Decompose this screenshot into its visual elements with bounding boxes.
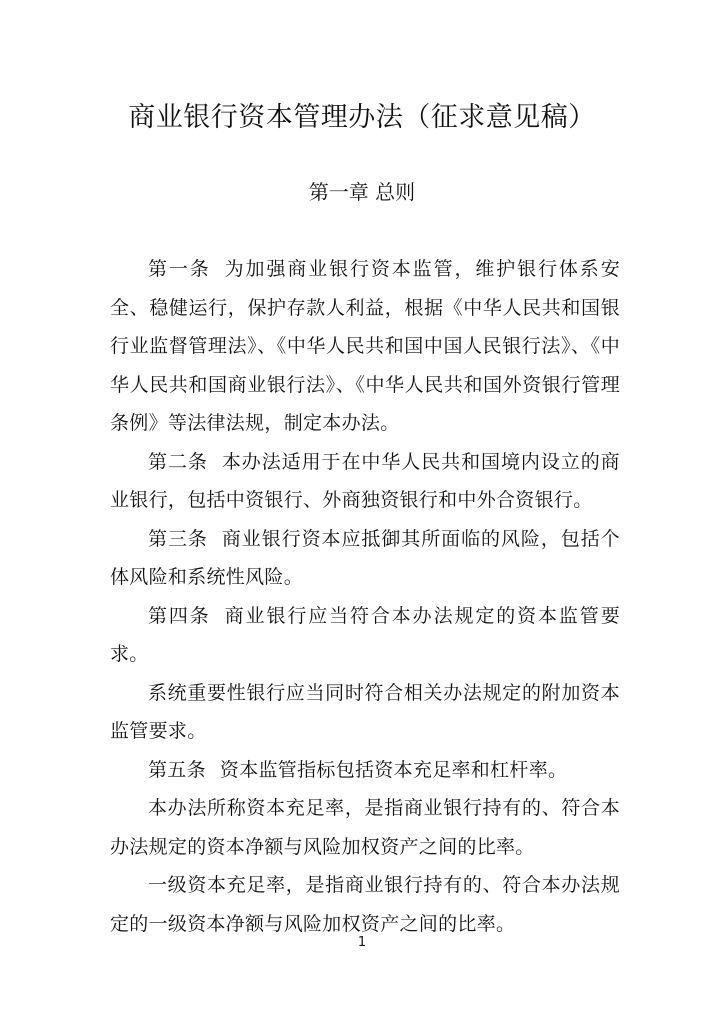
paragraph-text: 系统重要性银行应当同时符合相关办法规定的附加资本监管要求。 xyxy=(110,681,620,742)
article-text: 商业银行应当符合本办法规定的资本监管要求。 xyxy=(110,604,620,665)
document-title: 商业银行资本管理办法（征求意见稿） xyxy=(128,102,596,133)
article-5-continuation-paragraph-1 xyxy=(110,789,620,866)
article-number: 第五条 xyxy=(148,758,206,781)
paragraph-text: 一级资本充足率，是指商业银行持有的、符合本办法规定的一级资本净额与风险加权资产之间的比率。 xyxy=(110,874,620,935)
article-number: 第二条 xyxy=(148,450,208,473)
document-body xyxy=(110,250,620,943)
article-4-paragraph xyxy=(110,597,620,674)
article-number: 第一条 xyxy=(148,258,211,280)
article-number: 第四条 xyxy=(148,604,211,627)
article-2-paragraph xyxy=(110,443,620,520)
article-5-continuation-paragraph-2 xyxy=(110,866,620,943)
article-4-continuation-paragraph xyxy=(110,674,620,751)
article-text: 为加强商业银行资本监管，维护银行体系安全、稳健运行，保护存款人利益，根据《中华人民共和国银行业监督管理法》、《中华人民共和国中国人民银行法》、《中华人民共和国商业银行法》、《中华人民共和国外资银行管理条例》等法律法规，制定本办法。 xyxy=(110,258,620,434)
article-5-paragraph xyxy=(110,751,620,790)
chapter-heading: 第一章 总则 xyxy=(308,180,416,204)
article-text: 商业银行资本应抵御其所面临的风险，包括个体风险和系统性风险。 xyxy=(110,527,620,588)
article-number: 第三条 xyxy=(148,527,208,550)
article-text: 资本监管指标包括资本充足率和杠杆率。 xyxy=(219,758,568,781)
article-1-paragraph xyxy=(110,250,620,443)
article-text: 本办法适用于在中华人民共和国境内设立的商业银行，包括中资银行、外商独资银行和中外合资银行。 xyxy=(110,450,620,511)
page-number: 1 xyxy=(357,935,367,950)
paragraph-text: 本办法所称资本充足率，是指商业银行持有的、符合本办法规定的资本净额与风险加权资产之间的比率。 xyxy=(110,797,620,858)
article-3-paragraph xyxy=(110,520,620,597)
